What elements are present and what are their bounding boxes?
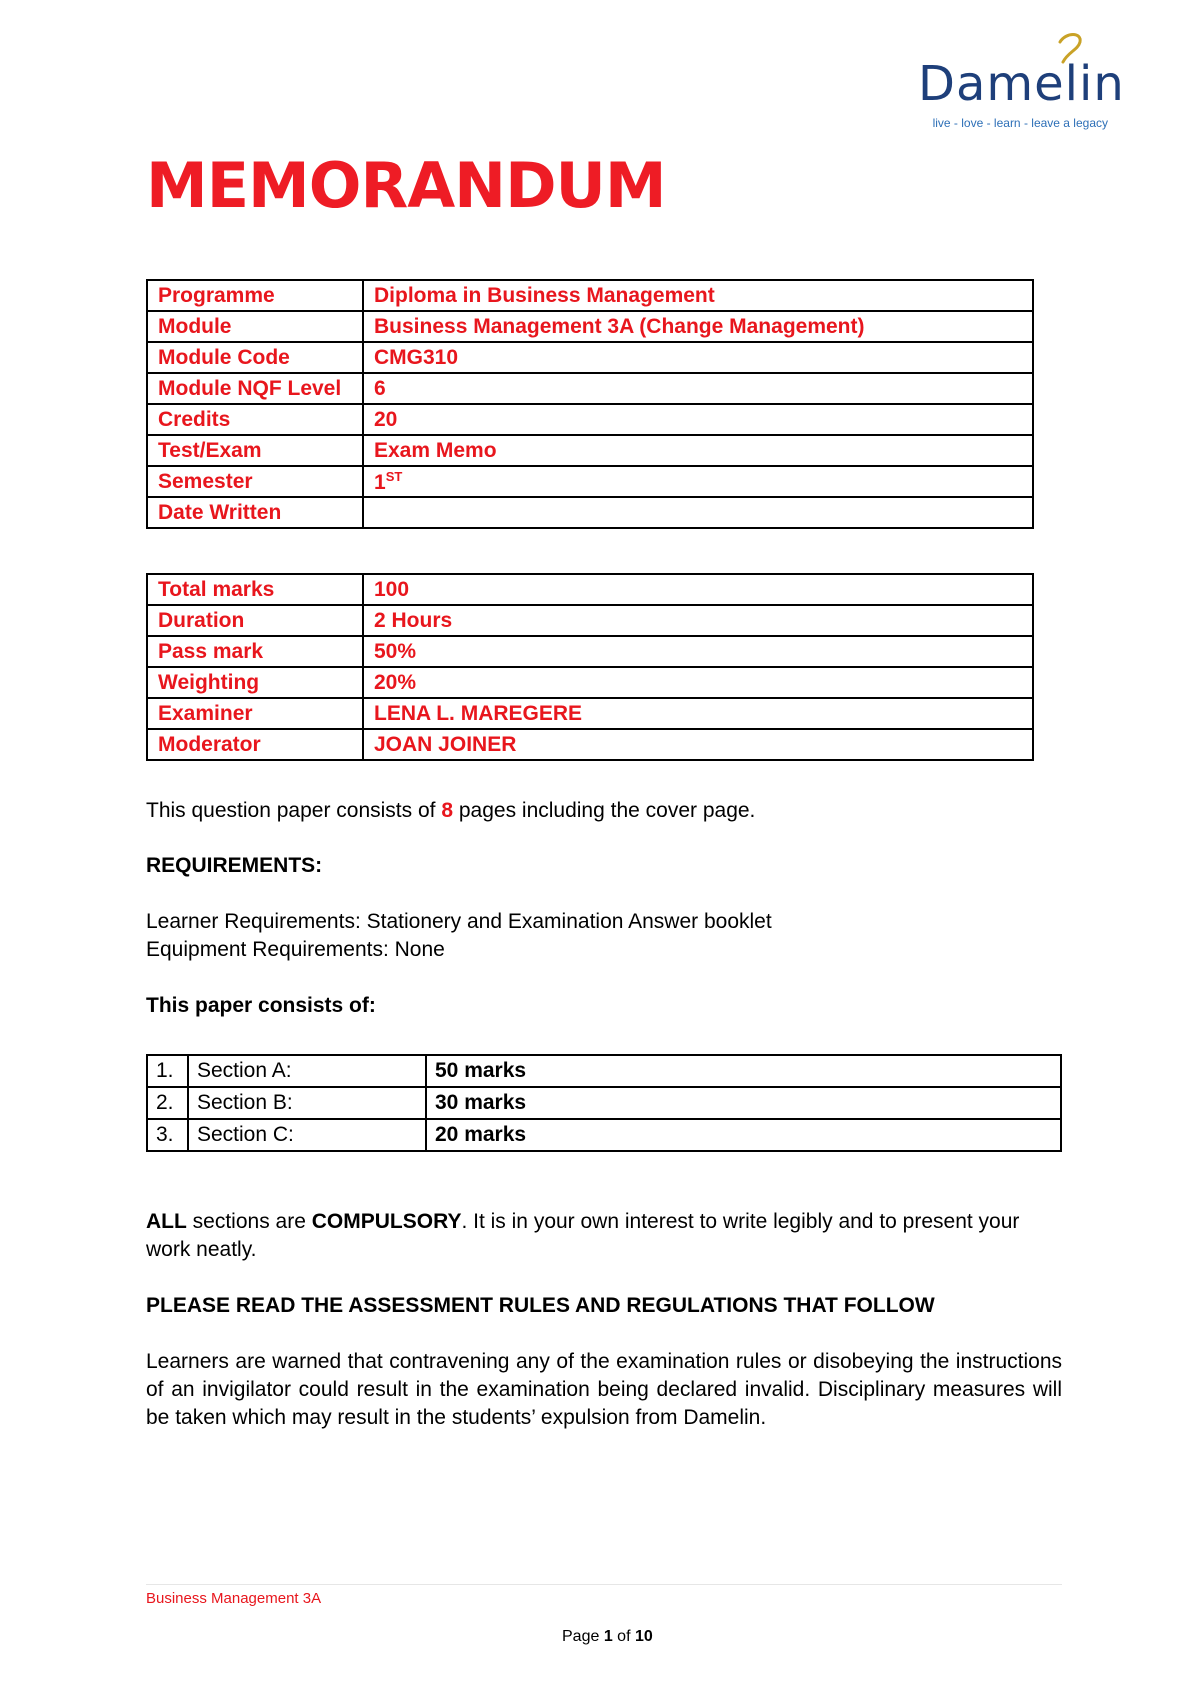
table-row <box>147 698 1033 729</box>
detail-value <box>363 466 1033 497</box>
learner-requirements: Learner Requirements: Stationery and Examination Answer booklet <box>146 910 772 933</box>
marks-table <box>146 573 1034 761</box>
table-row <box>147 280 1033 311</box>
logo-tagline: live - love - learn - leave a legacy <box>932 116 1108 130</box>
detail-label: Semester <box>147 466 363 497</box>
section-number: 3. <box>147 1119 188 1151</box>
requirements-heading: REQUIREMENTS: <box>146 854 323 877</box>
marks-label: Duration <box>147 605 363 636</box>
compulsory-note <box>146 1208 1062 1264</box>
section-marks: 50 marks <box>426 1055 1061 1087</box>
section-marks: 20 marks <box>426 1119 1061 1151</box>
detail-label: Module Code <box>147 342 363 373</box>
marks-value: 20% <box>363 667 1033 698</box>
table-row <box>147 574 1033 605</box>
table-row <box>147 435 1033 466</box>
equipment-requirements: Equipment Requirements: None <box>146 938 445 961</box>
section-name: Section B: <box>188 1087 426 1119</box>
footer-divider <box>146 1584 1062 1585</box>
page-count-text: This question paper consists of <box>146 799 442 822</box>
total-pages: 10 <box>634 1628 653 1645</box>
page-count: 8 <box>441 799 454 822</box>
consists-heading: This paper consists of: <box>146 994 376 1017</box>
table-row <box>147 667 1033 698</box>
marks-value: 50% <box>363 636 1033 667</box>
current-page: 1 <box>603 1628 613 1645</box>
detail-label: Credits <box>147 404 363 435</box>
detail-label: Test/Exam <box>147 435 363 466</box>
table-row <box>147 373 1033 404</box>
footer-module: Business Management 3A <box>146 1590 322 1607</box>
warning-paragraph: Learners are warned that contravening any of the examination rules or disobeying the instructions of an invigilator could result in the examination being declared invalid. Disciplinary measures will be taken which may result in the students’ expulsion from Damelin. <box>146 1350 1062 1429</box>
table-row <box>147 466 1033 497</box>
detail-label: Programme <box>147 280 363 311</box>
table-row <box>147 605 1033 636</box>
section-name: Section C: <box>188 1119 426 1151</box>
table-row <box>147 497 1033 528</box>
marks-label: Examiner <box>147 698 363 729</box>
page-number <box>562 1628 653 1646</box>
marks-value: 100 <box>363 574 1033 605</box>
marks-label: Moderator <box>147 729 363 760</box>
compulsory-text: COMPULSORY <box>311 1210 462 1233</box>
table-row <box>147 636 1033 667</box>
table-row <box>147 1055 1061 1087</box>
page-label: Page <box>562 1628 604 1645</box>
detail-value <box>363 497 1033 528</box>
detail-value: Diploma in Business Management <box>363 280 1033 311</box>
marks-label: Weighting <box>147 667 363 698</box>
sections-table <box>146 1054 1062 1152</box>
table-row <box>147 311 1033 342</box>
marks-label: Pass mark <box>147 636 363 667</box>
marks-value: LENA L. MAREGERE <box>363 698 1033 729</box>
damelin-logo <box>918 30 1125 130</box>
table-row <box>147 342 1033 373</box>
semester-number: 1 <box>374 470 386 494</box>
detail-value: Exam Memo <box>363 435 1033 466</box>
page-count-text-end: pages including the cover page. <box>453 799 756 822</box>
detail-label: Date Written <box>147 497 363 528</box>
table-row <box>147 1087 1061 1119</box>
page-count-note <box>146 797 755 825</box>
detail-label: Module NQF Level <box>147 373 363 404</box>
compulsory-rest: . It is in your own interest to write legibly and to present your work neatly. <box>146 1210 1020 1261</box>
marks-label: Total marks <box>147 574 363 605</box>
marks-value: JOAN JOINER <box>363 729 1033 760</box>
table-row <box>147 1119 1061 1151</box>
table-row <box>147 729 1033 760</box>
compulsory-mid: sections are <box>186 1210 312 1233</box>
table-row <box>147 404 1033 435</box>
detail-value: CMG310 <box>363 342 1033 373</box>
all-text: ALL <box>146 1210 187 1233</box>
of-label: of <box>612 1628 635 1645</box>
detail-value: 6 <box>363 373 1033 404</box>
section-name: Section A: <box>188 1055 426 1087</box>
section-number: 2. <box>147 1087 188 1119</box>
logo-wordmark: Damelin <box>918 56 1125 112</box>
detail-value: 20 <box>363 404 1033 435</box>
section-number: 1. <box>147 1055 188 1087</box>
module-details-table <box>146 279 1034 529</box>
section-marks: 30 marks <box>426 1087 1061 1119</box>
detail-label: Module <box>147 311 363 342</box>
rules-heading: PLEASE READ THE ASSESSMENT RULES AND REGULATIONS THAT FOLLOW <box>146 1294 935 1317</box>
semester-suffix: ST <box>385 468 403 484</box>
page-title: MEMORANDUM <box>146 149 666 222</box>
marks-value: 2 Hours <box>363 605 1033 636</box>
detail-value: Business Management 3A (Change Management) <box>363 311 1033 342</box>
